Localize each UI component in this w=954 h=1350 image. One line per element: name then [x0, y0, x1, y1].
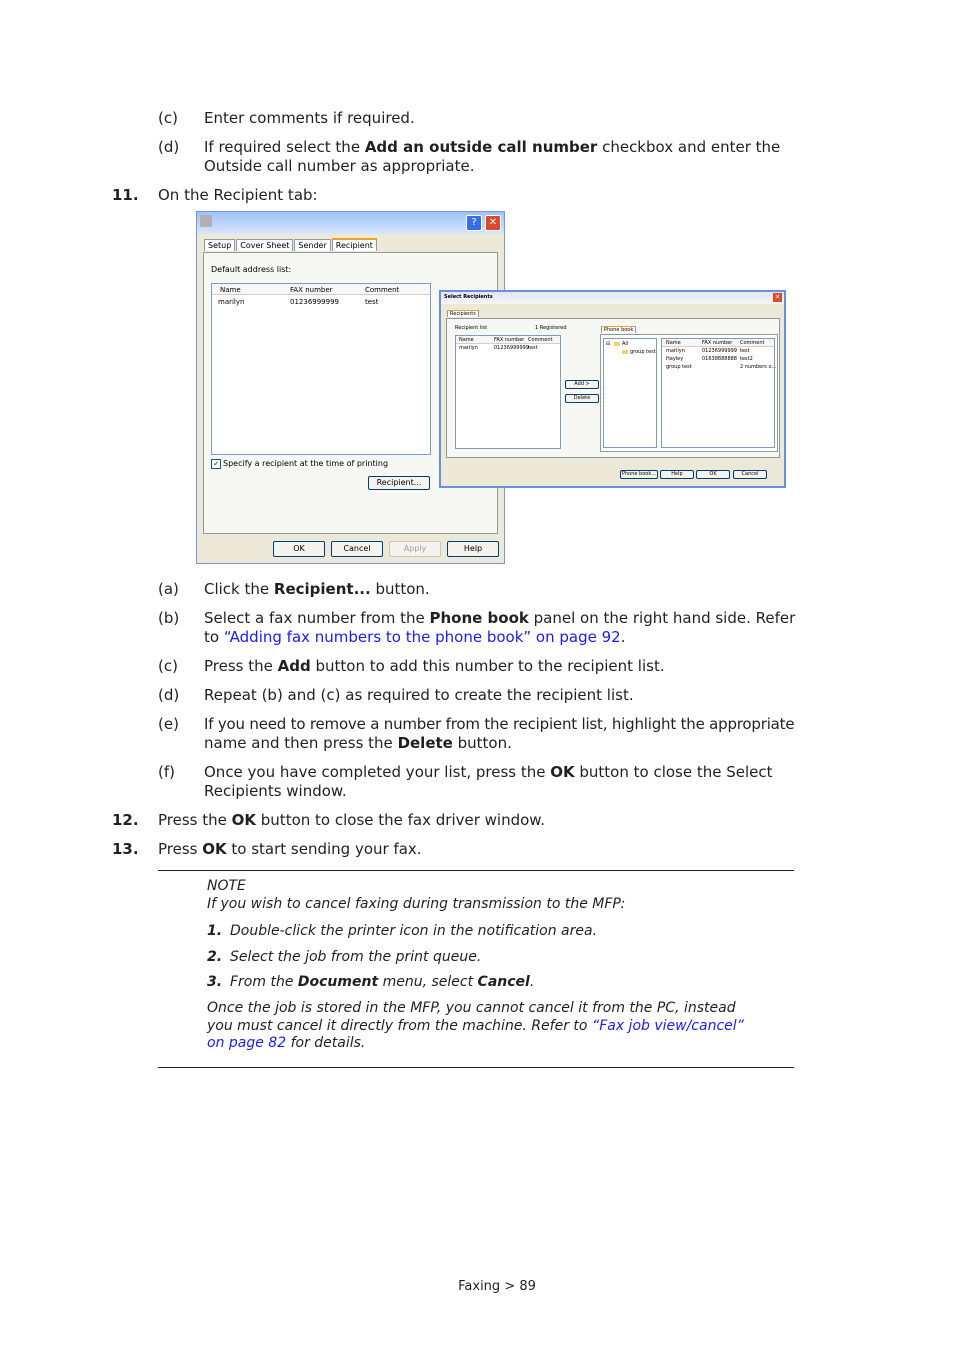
recipient-list-label: Recipient list	[455, 325, 488, 331]
select-cancel-button[interactable]: Cancel	[733, 470, 767, 479]
registered-count: 1 Registered	[535, 325, 567, 331]
specify-recipient-label: Specify a recipient at the time of printing	[223, 459, 389, 468]
item-f-label: (f)	[158, 763, 175, 781]
note-step-1-text: Double-click the printer icon in the notification area.	[230, 923, 598, 939]
rl-col-comment: Comment	[528, 337, 553, 343]
folder-icon	[622, 350, 628, 354]
select-close-icon[interactable]: ✕	[774, 293, 781, 301]
note-outro-line3: on page 82 for details.	[207, 1035, 366, 1051]
pb-row2-fax: 01638888888	[702, 356, 737, 362]
step-13-text: Press OK to start sending your fax.	[158, 840, 422, 858]
tree-group-test[interactable]: group test	[630, 349, 656, 355]
select-tab-content	[446, 318, 780, 458]
row-fax: 01236999999	[290, 298, 339, 306]
select-title: Select Recipients	[444, 294, 493, 300]
phone-book-button[interactable]: Phone book...	[621, 471, 657, 477]
pb-row2-comment: test2	[740, 356, 753, 362]
item-f-text: Once you have completed your list, press the OK button to close the Select	[204, 763, 773, 781]
tab-recipient[interactable]: Recipient	[332, 238, 377, 251]
tab-sender[interactable]: Sender	[294, 239, 330, 251]
tree-expander-icon[interactable]: ⊟	[606, 341, 611, 347]
dialog-titlebar	[197, 212, 504, 234]
rl-row-comment: test	[528, 345, 538, 351]
tab-setup[interactable]: Setup	[204, 239, 235, 251]
item-b-text-line2: to “Adding fax numbers to the phone book” on page 92.	[204, 628, 626, 646]
note-outro-line2: you must cancel it directly from the machine. Refer to “Fax job view/cancel”	[207, 1018, 744, 1034]
pb-col-comment: Comment	[740, 340, 765, 346]
step-13-number: 13.	[112, 840, 139, 858]
note-step-3-text: From the Document menu, select Cancel.	[230, 974, 535, 990]
item-c-label: (c)	[158, 109, 178, 127]
col-comment: Comment	[365, 286, 400, 294]
item-e-text-line2: name and then press the Delete button.	[204, 734, 512, 752]
help-icon[interactable]: ?	[466, 215, 482, 231]
phone-book-list[interactable]	[661, 338, 775, 448]
row-name: marilyn	[218, 298, 245, 306]
item-c-text: Enter comments if required.	[204, 109, 415, 127]
phone-book-link[interactable]: “Adding fax numbers to the phone book” on page 92	[223, 628, 621, 646]
page-footer: Faxing > 89	[458, 1279, 536, 1294]
item-c2-text: Press the Add button to add this number to the recipient list.	[204, 657, 665, 675]
specify-recipient-checkbox[interactable]: ✔	[211, 459, 221, 469]
pb-col-fax: FAX number	[702, 340, 733, 346]
col-fax-number: FAX number	[290, 286, 333, 294]
note-step-1-num: 1.	[207, 923, 223, 939]
col-name: Name	[220, 286, 241, 294]
step-11-number: 11.	[112, 186, 139, 204]
printer-icon	[200, 215, 212, 227]
rl-row-fax: 01236999999	[494, 345, 529, 351]
phone-book-tree[interactable]	[603, 338, 657, 448]
item-e-text: If you need to remove a number from the recipient list, highlight the appropriate	[204, 715, 795, 733]
select-tab-recipients[interactable]: Recipients	[447, 310, 479, 317]
note-bottom-rule	[158, 1067, 794, 1068]
item-d2-label: (d)	[158, 686, 180, 704]
fax-job-view-link[interactable]: “Fax job view/cancel”	[591, 1018, 744, 1034]
pb-row1-name[interactable]: marilyn	[666, 348, 685, 354]
delete-button[interactable]: Delete	[565, 394, 599, 403]
item-b-label: (b)	[158, 609, 180, 627]
note-outro-line1: Once the job is stored in the MFP, you cannot cancel it from the PC, instead	[207, 1000, 736, 1016]
select-recipients-dialog	[439, 290, 786, 488]
tab-cover-sheet[interactable]: Cover Sheet	[236, 239, 293, 251]
rl-row-name: marilyn	[459, 345, 478, 351]
add-button[interactable]: Add >	[565, 380, 599, 389]
item-d-text-line2: Outside call number as appropriate.	[204, 157, 475, 175]
phone-book-tab[interactable]: Phone book	[601, 326, 636, 333]
row-comment: test	[365, 298, 379, 306]
item-a-label: (a)	[158, 580, 179, 598]
pb-row3-name[interactable]: group test	[666, 364, 692, 370]
help-button[interactable]: Help	[447, 541, 499, 557]
apply-button[interactable]: Apply	[389, 541, 441, 557]
item-c2-label: (c)	[158, 657, 178, 675]
item-d2-text: Repeat (b) and (c) as required to create the recipient list.	[204, 686, 634, 704]
note-step-2-text: Select the job from the print queue.	[230, 949, 482, 965]
item-e-label: (e)	[158, 715, 179, 733]
pb-row1-fax: 01236999999	[702, 348, 737, 354]
rl-col-fax: FAX number	[494, 337, 525, 343]
item-f-text-line2: Recipients window.	[204, 782, 347, 800]
pb-row2-name[interactable]: Hayley	[666, 356, 684, 362]
default-list-label: Default address list:	[211, 265, 292, 274]
fax-job-view-page-link[interactable]: on page 82	[207, 1035, 287, 1051]
default-address-list[interactable]	[211, 283, 431, 455]
note-top-rule	[158, 870, 794, 871]
select-titlebar	[441, 292, 784, 304]
recipient-button[interactable]: Recipient...	[368, 476, 430, 490]
select-ok-button[interactable]: OK	[696, 470, 730, 479]
step-12-number: 12.	[112, 811, 139, 829]
select-help-button[interactable]: Help	[660, 470, 694, 479]
note-step-3-num: 3.	[207, 974, 223, 990]
item-a-text: Click the Recipient... button.	[204, 580, 430, 598]
pb-row3-comment: 2 numbers o...	[740, 364, 777, 370]
pb-col-name: Name	[666, 340, 681, 346]
rl-col-name: Name	[459, 337, 474, 343]
folder-icon	[614, 342, 620, 346]
step-12-text: Press the OK button to close the fax driver window.	[158, 811, 545, 829]
dialog-tabs	[204, 238, 378, 251]
close-icon[interactable]: ✕	[485, 215, 501, 231]
item-d-label: (d)	[158, 138, 180, 156]
ok-button[interactable]: OK	[273, 541, 325, 557]
item-d-text: If required select the Add an outside call number checkbox and enter the	[204, 138, 781, 156]
phone-book-panel	[600, 334, 778, 452]
note-intro: If you wish to cancel faxing during transmission to the MFP:	[207, 896, 626, 912]
step-11-text: On the Recipient tab:	[158, 186, 318, 204]
tree-all[interactable]: All	[622, 341, 629, 347]
pb-row1-comment: test	[740, 348, 750, 354]
note-step-2-num: 2.	[207, 949, 223, 965]
note-title: NOTE	[207, 878, 246, 894]
cancel-button[interactable]: Cancel	[331, 541, 383, 557]
item-b-text: Select a fax number from the Phone book panel on the right hand side. Refer	[204, 609, 796, 627]
recipient-list[interactable]	[455, 335, 561, 449]
